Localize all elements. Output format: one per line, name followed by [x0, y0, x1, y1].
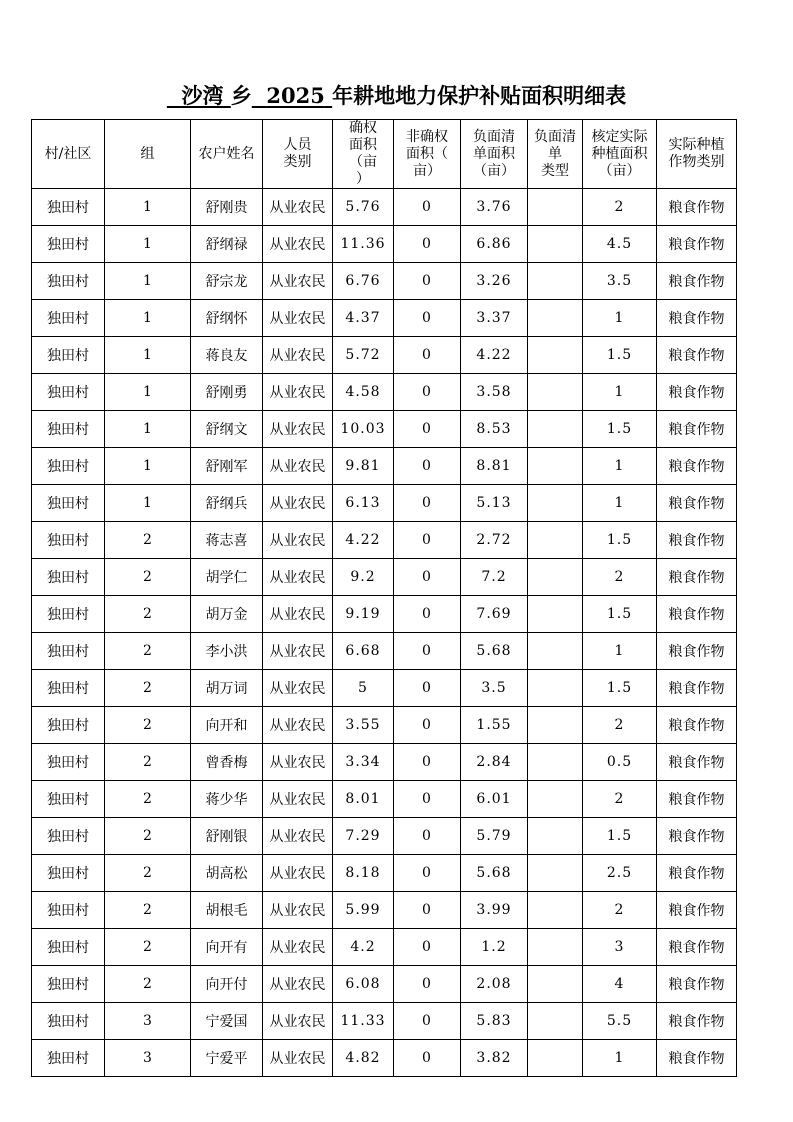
group-cell: 1	[105, 300, 191, 337]
unconfirmed-area-cell: 0	[394, 1040, 461, 1077]
category-cell: 从业农民	[263, 337, 333, 374]
title-township-blank	[167, 83, 231, 108]
header-negative-type: 负面清单 类型	[528, 120, 583, 189]
category-cell: 从业农民	[263, 855, 333, 892]
name-cell: 舒刚军	[191, 448, 263, 485]
table-row	[32, 559, 737, 596]
category-cell: 从业农民	[263, 633, 333, 670]
table-row	[32, 744, 737, 781]
confirmed-area-cell: 4.82	[333, 1040, 394, 1077]
name-cell: 胡高松	[191, 855, 263, 892]
negative-area-cell: 8.81	[461, 448, 528, 485]
name-cell: 蒋良友	[191, 337, 263, 374]
unconfirmed-area-cell: 0	[394, 966, 461, 1003]
group-cell: 1	[105, 374, 191, 411]
negative-type-cell	[528, 781, 583, 818]
table-row	[32, 337, 737, 374]
approved-area-cell: 2.5	[583, 855, 657, 892]
confirmed-area-cell: 8.18	[333, 855, 394, 892]
table-row	[32, 189, 737, 226]
confirmed-area-cell: 9.19	[333, 596, 394, 633]
approved-area-cell: 1.5	[583, 411, 657, 448]
negative-area-cell: 3.26	[461, 263, 528, 300]
unconfirmed-area-cell: 0	[394, 596, 461, 633]
negative-type-cell	[528, 337, 583, 374]
group-cell: 1	[105, 411, 191, 448]
group-cell: 2	[105, 670, 191, 707]
negative-type-cell	[528, 1003, 583, 1040]
category-cell: 从业农民	[263, 892, 333, 929]
unconfirmed-area-cell: 0	[394, 448, 461, 485]
group-cell: 1	[105, 485, 191, 522]
village-cell: 独田村	[32, 929, 105, 966]
approved-area-cell: 1.5	[583, 522, 657, 559]
header-category: 人员 类别	[263, 120, 333, 189]
negative-area-cell: 3.99	[461, 892, 528, 929]
name-cell: 舒纲文	[191, 411, 263, 448]
negative-type-cell	[528, 522, 583, 559]
header-unconfirmed-area: 非确权 面积（ 亩）	[394, 120, 461, 189]
village-cell: 独田村	[32, 189, 105, 226]
category-cell: 从业农民	[263, 559, 333, 596]
negative-type-cell	[528, 707, 583, 744]
table-body	[32, 189, 737, 1077]
crop-type-cell: 粮食作物	[657, 1040, 737, 1077]
header-negative-area: 负面清 单面积 （亩）	[461, 120, 528, 189]
name-cell: 向开和	[191, 707, 263, 744]
group-cell: 2	[105, 929, 191, 966]
approved-area-cell: 1	[583, 300, 657, 337]
unconfirmed-area-cell: 0	[394, 337, 461, 374]
unconfirmed-area-cell: 0	[394, 263, 461, 300]
confirmed-area-cell: 6.76	[333, 263, 394, 300]
crop-type-cell: 粮食作物	[657, 226, 737, 263]
approved-area-cell: 1	[583, 374, 657, 411]
header-crop-type: 实际种植 作物类别	[657, 120, 737, 189]
header-group: 组	[105, 120, 191, 189]
confirmed-area-cell: 10.03	[333, 411, 394, 448]
approved-area-cell: 2	[583, 707, 657, 744]
unconfirmed-area-cell: 0	[394, 818, 461, 855]
village-cell: 独田村	[32, 855, 105, 892]
group-cell: 2	[105, 855, 191, 892]
crop-type-cell: 粮食作物	[657, 707, 737, 744]
header-village: 村/社区	[32, 120, 105, 189]
confirmed-area-cell: 9.81	[333, 448, 394, 485]
table-row	[32, 226, 737, 263]
confirmed-area-cell: 4.22	[333, 522, 394, 559]
category-cell: 从业农民	[263, 1040, 333, 1077]
group-cell: 2	[105, 707, 191, 744]
unconfirmed-area-cell: 0	[394, 633, 461, 670]
category-cell: 从业农民	[263, 448, 333, 485]
crop-type-cell: 粮食作物	[657, 781, 737, 818]
crop-type-cell: 粮食作物	[657, 818, 737, 855]
unconfirmed-area-cell: 0	[394, 374, 461, 411]
negative-type-cell	[528, 670, 583, 707]
unconfirmed-area-cell: 0	[394, 781, 461, 818]
title-township: 沙湾	[181, 83, 224, 108]
category-cell: 从业农民	[263, 485, 333, 522]
crop-type-cell: 粮食作物	[657, 337, 737, 374]
name-cell: 舒纲禄	[191, 226, 263, 263]
name-cell: 宁爱国	[191, 1003, 263, 1040]
category-cell: 从业农民	[263, 670, 333, 707]
confirmed-area-cell: 9.2	[333, 559, 394, 596]
negative-area-cell: 4.22	[461, 337, 528, 374]
approved-area-cell: 1	[583, 448, 657, 485]
table-row	[32, 892, 737, 929]
approved-area-cell: 4	[583, 966, 657, 1003]
negative-type-cell	[528, 189, 583, 226]
table-row	[32, 300, 737, 337]
table-row	[32, 707, 737, 744]
approved-area-cell: 3.5	[583, 263, 657, 300]
table-row	[32, 818, 737, 855]
title-year: 2025	[266, 83, 325, 108]
confirmed-area-cell: 7.29	[333, 818, 394, 855]
approved-area-cell: 1.5	[583, 596, 657, 633]
negative-area-cell: 7.69	[461, 596, 528, 633]
crop-type-cell: 粮食作物	[657, 411, 737, 448]
negative-type-cell	[528, 1040, 583, 1077]
name-cell: 蒋志喜	[191, 522, 263, 559]
confirmed-area-cell: 5.72	[333, 337, 394, 374]
crop-type-cell: 粮食作物	[657, 448, 737, 485]
village-cell: 独田村	[32, 744, 105, 781]
group-cell: 2	[105, 522, 191, 559]
crop-type-cell: 粮食作物	[657, 929, 737, 966]
approved-area-cell: 2	[583, 189, 657, 226]
table-row	[32, 596, 737, 633]
name-cell: 向开有	[191, 929, 263, 966]
table-row	[32, 411, 737, 448]
approved-area-cell: 3	[583, 929, 657, 966]
group-cell: 2	[105, 559, 191, 596]
negative-area-cell: 3.58	[461, 374, 528, 411]
name-cell: 宁爱平	[191, 1040, 263, 1077]
negative-area-cell: 2.84	[461, 744, 528, 781]
negative-area-cell: 1.2	[461, 929, 528, 966]
crop-type-cell: 粮食作物	[657, 855, 737, 892]
negative-type-cell	[528, 374, 583, 411]
group-cell: 2	[105, 892, 191, 929]
confirmed-area-cell: 6.68	[333, 633, 394, 670]
negative-area-cell: 6.01	[461, 781, 528, 818]
table-row	[32, 855, 737, 892]
unconfirmed-area-cell: 0	[394, 522, 461, 559]
group-cell: 1	[105, 226, 191, 263]
category-cell: 从业农民	[263, 226, 333, 263]
category-cell: 从业农民	[263, 596, 333, 633]
crop-type-cell: 粮食作物	[657, 522, 737, 559]
approved-area-cell: 1.5	[583, 337, 657, 374]
confirmed-area-cell: 3.55	[333, 707, 394, 744]
negative-area-cell: 2.72	[461, 522, 528, 559]
header-confirmed-area: 确权 面积 （亩 ）	[333, 120, 394, 189]
table-row	[32, 633, 737, 670]
category-cell: 从业农民	[263, 1003, 333, 1040]
negative-area-cell: 5.13	[461, 485, 528, 522]
negative-type-cell	[528, 448, 583, 485]
table-row	[32, 670, 737, 707]
negative-area-cell: 3.82	[461, 1040, 528, 1077]
village-cell: 独田村	[32, 300, 105, 337]
unconfirmed-area-cell: 0	[394, 485, 461, 522]
approved-area-cell: 1	[583, 1040, 657, 1077]
category-cell: 从业农民	[263, 263, 333, 300]
negative-type-cell	[528, 596, 583, 633]
village-cell: 独田村	[32, 226, 105, 263]
village-cell: 独田村	[32, 485, 105, 522]
village-cell: 独田村	[32, 1040, 105, 1077]
table-row	[32, 781, 737, 818]
confirmed-area-cell: 5.76	[333, 189, 394, 226]
confirmed-area-cell: 4.37	[333, 300, 394, 337]
group-cell: 3	[105, 1003, 191, 1040]
village-cell: 独田村	[32, 633, 105, 670]
approved-area-cell: 2	[583, 892, 657, 929]
village-cell: 独田村	[32, 781, 105, 818]
negative-type-cell	[528, 966, 583, 1003]
negative-type-cell	[528, 892, 583, 929]
name-cell: 舒刚贵	[191, 189, 263, 226]
crop-type-cell: 粮食作物	[657, 374, 737, 411]
document-title	[0, 80, 793, 110]
group-cell: 2	[105, 596, 191, 633]
negative-type-cell	[528, 559, 583, 596]
approved-area-cell: 1	[583, 485, 657, 522]
unconfirmed-area-cell: 0	[394, 892, 461, 929]
crop-type-cell: 粮食作物	[657, 485, 737, 522]
category-cell: 从业农民	[263, 707, 333, 744]
group-cell: 2	[105, 966, 191, 1003]
unconfirmed-area-cell: 0	[394, 707, 461, 744]
negative-area-cell: 5.68	[461, 633, 528, 670]
negative-area-cell: 2.08	[461, 966, 528, 1003]
table-row	[32, 966, 737, 1003]
name-cell: 胡万词	[191, 670, 263, 707]
village-cell: 独田村	[32, 522, 105, 559]
confirmed-area-cell: 6.08	[333, 966, 394, 1003]
crop-type-cell: 粮食作物	[657, 559, 737, 596]
village-cell: 独田村	[32, 892, 105, 929]
name-cell: 舒刚银	[191, 818, 263, 855]
approved-area-cell: 2	[583, 781, 657, 818]
header-name: 农户姓名	[191, 120, 263, 189]
negative-area-cell: 8.53	[461, 411, 528, 448]
village-cell: 独田村	[32, 707, 105, 744]
table-row	[32, 1040, 737, 1077]
subsidy-table	[31, 119, 737, 1077]
unconfirmed-area-cell: 0	[394, 559, 461, 596]
negative-area-cell: 5.83	[461, 1003, 528, 1040]
category-cell: 从业农民	[263, 374, 333, 411]
category-cell: 从业农民	[263, 522, 333, 559]
table-row	[32, 522, 737, 559]
crop-type-cell: 粮食作物	[657, 966, 737, 1003]
header-approved-area: 核定实际 种植面积 （亩）	[583, 120, 657, 189]
confirmed-area-cell: 4.58	[333, 374, 394, 411]
approved-area-cell: 5.5	[583, 1003, 657, 1040]
confirmed-area-cell: 4.2	[333, 929, 394, 966]
crop-type-cell: 粮食作物	[657, 189, 737, 226]
group-cell: 2	[105, 781, 191, 818]
table-row	[32, 448, 737, 485]
confirmed-area-cell: 5.99	[333, 892, 394, 929]
title-township-suffix: 乡	[230, 83, 252, 108]
unconfirmed-area-cell: 0	[394, 189, 461, 226]
crop-type-cell: 粮食作物	[657, 744, 737, 781]
negative-type-cell	[528, 744, 583, 781]
crop-type-cell: 粮食作物	[657, 892, 737, 929]
crop-type-cell: 粮食作物	[657, 300, 737, 337]
negative-area-cell: 6.86	[461, 226, 528, 263]
group-cell: 2	[105, 744, 191, 781]
confirmed-area-cell: 6.13	[333, 485, 394, 522]
category-cell: 从业农民	[263, 929, 333, 966]
negative-area-cell: 5.79	[461, 818, 528, 855]
negative-area-cell: 5.68	[461, 855, 528, 892]
name-cell: 李小洪	[191, 633, 263, 670]
unconfirmed-area-cell: 0	[394, 1003, 461, 1040]
name-cell: 胡学仁	[191, 559, 263, 596]
group-cell: 1	[105, 448, 191, 485]
village-cell: 独田村	[32, 559, 105, 596]
category-cell: 从业农民	[263, 781, 333, 818]
title-year-blank	[252, 83, 332, 108]
negative-type-cell	[528, 300, 583, 337]
approved-area-cell: 0.5	[583, 744, 657, 781]
confirmed-area-cell: 8.01	[333, 781, 394, 818]
crop-type-cell: 粮食作物	[657, 1003, 737, 1040]
negative-type-cell	[528, 929, 583, 966]
approved-area-cell: 2	[583, 559, 657, 596]
group-cell: 1	[105, 189, 191, 226]
group-cell: 3	[105, 1040, 191, 1077]
negative-area-cell: 3.37	[461, 300, 528, 337]
group-cell: 1	[105, 263, 191, 300]
name-cell: 舒纲兵	[191, 485, 263, 522]
negative-type-cell	[528, 633, 583, 670]
category-cell: 从业农民	[263, 189, 333, 226]
unconfirmed-area-cell: 0	[394, 411, 461, 448]
crop-type-cell: 粮食作物	[657, 633, 737, 670]
negative-area-cell: 3.76	[461, 189, 528, 226]
village-cell: 独田村	[32, 337, 105, 374]
name-cell: 胡万金	[191, 596, 263, 633]
village-cell: 独田村	[32, 1003, 105, 1040]
group-cell: 2	[105, 633, 191, 670]
table-row	[32, 929, 737, 966]
confirmed-area-cell: 11.33	[333, 1003, 394, 1040]
approved-area-cell: 1.5	[583, 670, 657, 707]
name-cell: 舒刚勇	[191, 374, 263, 411]
group-cell: 2	[105, 818, 191, 855]
negative-type-cell	[528, 226, 583, 263]
negative-area-cell: 3.5	[461, 670, 528, 707]
name-cell: 舒宗龙	[191, 263, 263, 300]
village-cell: 独田村	[32, 818, 105, 855]
village-cell: 独田村	[32, 448, 105, 485]
negative-area-cell: 7.2	[461, 559, 528, 596]
negative-type-cell	[528, 263, 583, 300]
negative-type-cell	[528, 411, 583, 448]
crop-type-cell: 粮食作物	[657, 596, 737, 633]
unconfirmed-area-cell: 0	[394, 300, 461, 337]
village-cell: 独田村	[32, 263, 105, 300]
table-header-row	[32, 120, 737, 189]
negative-area-cell: 1.55	[461, 707, 528, 744]
approved-area-cell: 1	[583, 633, 657, 670]
unconfirmed-area-cell: 0	[394, 744, 461, 781]
unconfirmed-area-cell: 0	[394, 670, 461, 707]
category-cell: 从业农民	[263, 818, 333, 855]
negative-type-cell	[528, 818, 583, 855]
crop-type-cell: 粮食作物	[657, 263, 737, 300]
table-row	[32, 485, 737, 522]
unconfirmed-area-cell: 0	[394, 226, 461, 263]
category-cell: 从业农民	[263, 744, 333, 781]
group-cell: 1	[105, 337, 191, 374]
confirmed-area-cell: 5	[333, 670, 394, 707]
negative-type-cell	[528, 485, 583, 522]
table-row	[32, 1003, 737, 1040]
unconfirmed-area-cell: 0	[394, 929, 461, 966]
name-cell: 舒纲怀	[191, 300, 263, 337]
title-rest: 年耕地地力保护补贴面积明细表	[332, 83, 627, 108]
category-cell: 从业农民	[263, 300, 333, 337]
approved-area-cell: 1.5	[583, 818, 657, 855]
category-cell: 从业农民	[263, 411, 333, 448]
name-cell: 蒋少华	[191, 781, 263, 818]
category-cell: 从业农民	[263, 966, 333, 1003]
name-cell: 胡根毛	[191, 892, 263, 929]
village-cell: 独田村	[32, 411, 105, 448]
name-cell: 曾香梅	[191, 744, 263, 781]
crop-type-cell: 粮食作物	[657, 670, 737, 707]
village-cell: 独田村	[32, 374, 105, 411]
confirmed-area-cell: 11.36	[333, 226, 394, 263]
village-cell: 独田村	[32, 670, 105, 707]
table-row	[32, 263, 737, 300]
negative-type-cell	[528, 855, 583, 892]
village-cell: 独田村	[32, 596, 105, 633]
village-cell: 独田村	[32, 966, 105, 1003]
approved-area-cell: 4.5	[583, 226, 657, 263]
unconfirmed-area-cell: 0	[394, 855, 461, 892]
confirmed-area-cell: 3.34	[333, 744, 394, 781]
name-cell: 向开付	[191, 966, 263, 1003]
table-row	[32, 374, 737, 411]
